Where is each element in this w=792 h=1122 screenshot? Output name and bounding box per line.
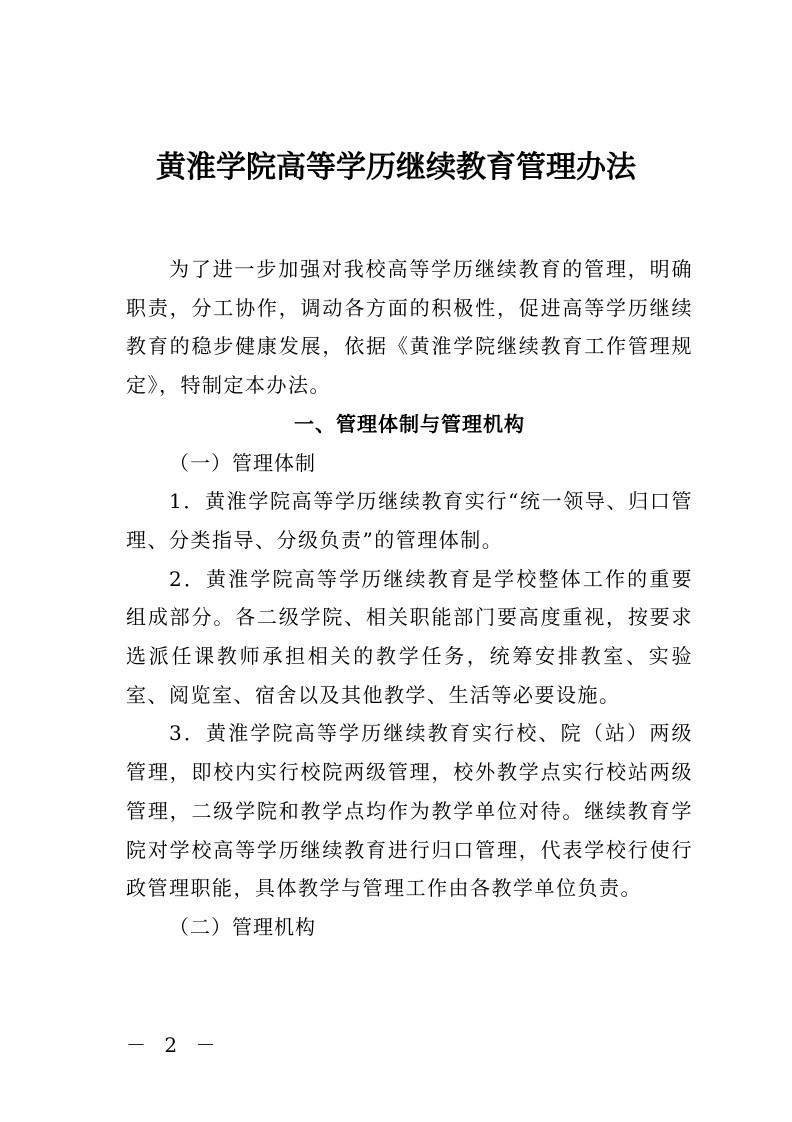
- item-paragraph-3: 3．黄淮学院高等学历继续教育实行校、院（站）两级管理，即校内实行校院两级管理，校外教学点实行校站两级管理，二级学院和教学点均作为教学单位对待。继续教育学院对学校高等学历继续教育进行归口管理，代表学校行使行政管理职能，具体教学与管理工作由各教学单位负责。: [126, 721, 693, 901]
- page-number: － 2 －: [126, 1033, 222, 1057]
- item-paragraph-1: 1．黄淮学院高等学历继续教育实行“统一领导、归口管理、分类指导、分级负责”的管理体制。: [126, 489, 693, 552]
- subsection-heading-system: （一）管理体制: [169, 450, 316, 475]
- item-paragraph-2: 2．黄淮学院高等学历继续教育是学校整体工作的重要组成部分。各二级学院、相关职能部门要高度重视，按要求选派任课教师承担相关的教学任务，统筹安排教室、实验室、阅览室、宿舍以及其他教学、生活等必要设施。: [126, 566, 693, 707]
- document-title: 黄淮学院高等学历继续教育管理办法: [156, 150, 636, 185]
- section-heading-management: 一、管理体制与管理机构: [294, 411, 525, 436]
- intro-paragraph: 为了进一步加强对我校高等学历继续教育的管理，明确职责，分工协作，调动各方面的积极性，促进高等学历继续教育的稳步健康发展，依据《黄淮学院继续教育工作管理规定》，特制定本办法。: [126, 257, 693, 398]
- subsection-heading-organization: （二）管理机构: [169, 914, 316, 939]
- document-body: [126, 250, 693, 947]
